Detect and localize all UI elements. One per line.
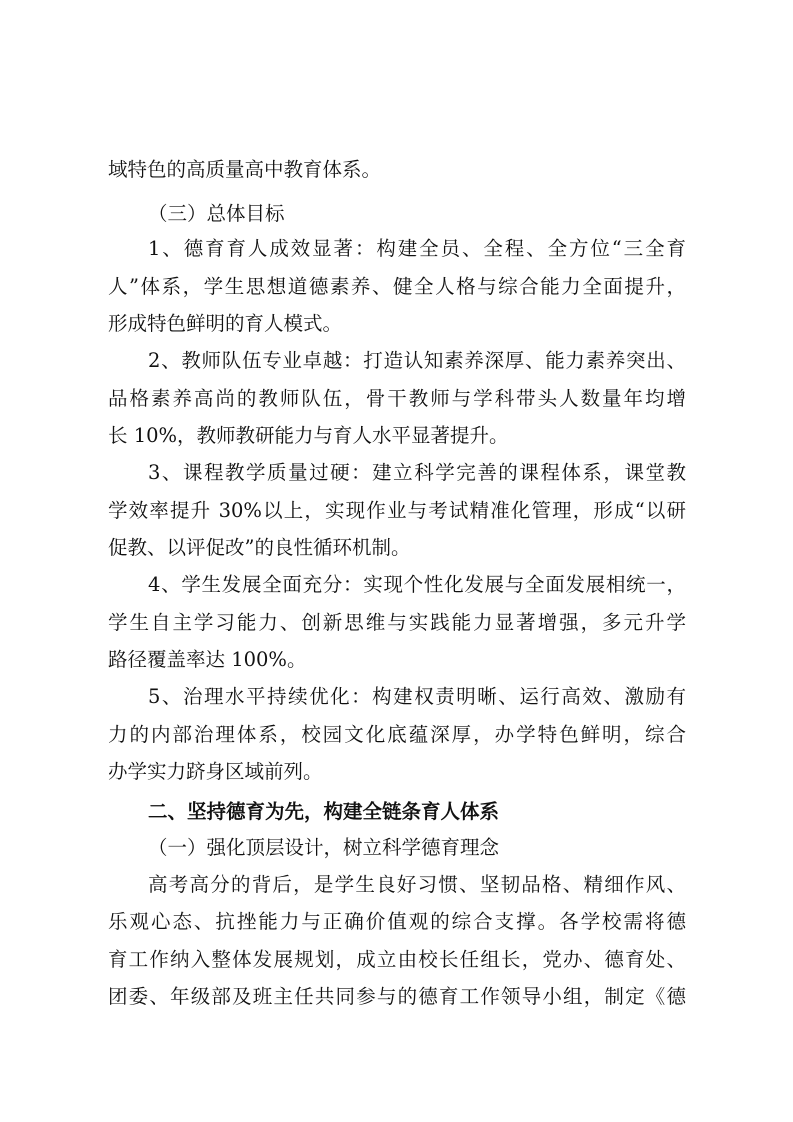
paragraph-line: 办学实力跻身区域前列。 <box>108 760 323 783</box>
paragraph-line: 4、学生发展全面充分：实现个性化发展与全面发展相统一， <box>148 573 686 596</box>
paragraph-line: 学效率提升 30%以上，实现作业与考试精准化管理，形成“以研 <box>108 499 686 522</box>
paragraph-line: 1、德育育人成效显著：构建全员、全程、全方位“三全育 <box>148 237 686 260</box>
section-heading: 二、坚持德育为先，构建全链条育人体系 <box>148 800 500 823</box>
document-page <box>108 0 686 1122</box>
paragraph-line: 形成特色鲜明的育人模式。 <box>108 312 343 335</box>
paragraph-line: 品格素养高尚的教师队伍，骨干教师与学科带头人数量年均增 <box>108 387 686 410</box>
subsection-heading: （三）总体目标 <box>148 202 285 225</box>
paragraph-line: 力的内部治理体系，校园文化底蕴深厚，办学特色鲜明，综合 <box>108 723 686 746</box>
paragraph-line: 高考高分的背后，是学生良好习惯、坚韧品格、精细作风、 <box>148 873 686 896</box>
paragraph-line: 团委、年级部及班主任共同参与的德育工作领导小组，制定《德 <box>108 985 686 1008</box>
paragraph-line: 育工作纳入整体发展规划，成立由校长任组长，党办、德育处、 <box>108 948 686 971</box>
paragraph-line: 3、课程教学质量过硬：建立科学完善的课程体系，课堂教 <box>148 461 686 484</box>
paragraph-line: 路径覆盖率达 100%。 <box>108 648 307 671</box>
paragraph-line: 长 10%，教师教研能力与育人水平显著提升。 <box>108 424 509 447</box>
paragraph-line: 学生自主学习能力、创新思维与实践能力显著增强，多元升学 <box>108 611 686 634</box>
paragraph-line: 乐观心态、抗挫能力与正确价值观的综合支撑。各学校需将德 <box>108 910 686 933</box>
paragraph-line: 2、教师队伍专业卓越：打造认知素养深厚、能力素养突出、 <box>148 349 686 372</box>
paragraph-line: 5、治理水平持续优化：构建权责明晰、运行高效、激励有 <box>148 685 686 708</box>
paragraph-line: 促教、以评促改”的良性循环机制。 <box>108 536 411 559</box>
paragraph-line: 域特色的高质量高中教育体系。 <box>108 158 382 181</box>
paragraph-line: 人”体系，学生思想道德素养、健全人格与综合能力全面提升， <box>108 275 686 298</box>
subsection-heading: （一）强化顶层设计，树立科学德育理念 <box>148 836 500 859</box>
